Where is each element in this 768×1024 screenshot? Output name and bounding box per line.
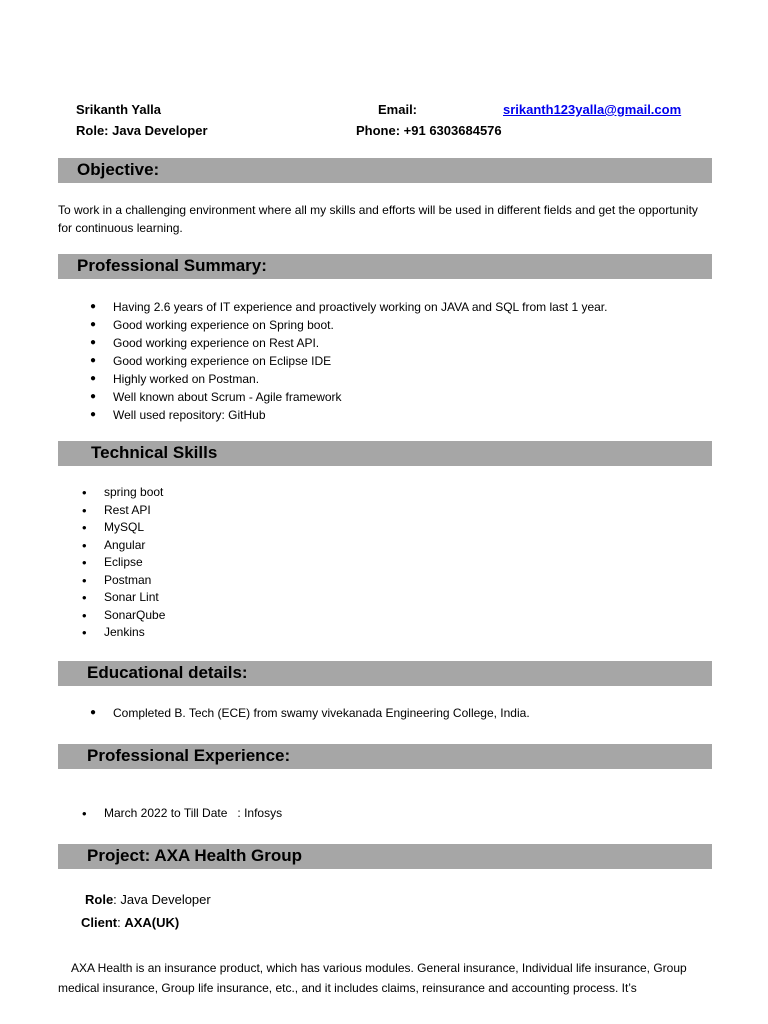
list-item: • Angular [82,537,165,555]
skills-list [82,484,165,642]
education-list [90,704,530,722]
list-item: ● Completed B. Tech (ECE) from swamy vivekanada Engineering College, India. [90,704,530,722]
summary-title: Professional Summary: [77,256,267,275]
list-item: • Eclipse [82,554,165,572]
list-item: ● Having 2.6 years of IT experience and proactively working on JAVA and SQL from last 1 year. [90,298,607,316]
project-title: Project: AXA Health Group [87,846,303,865]
education-header [58,661,712,686]
email-link[interactable]: srikanth123yalla@gmail.com [503,102,682,117]
list-item: • SonarQube [82,607,165,625]
skills-title: Technical Skills [91,443,218,462]
list-item: ● Good working experience on Spring boot. [90,316,607,334]
project-client-label: Client [81,915,118,930]
project-header [58,844,712,869]
list-item: ● Well known about Scrum - Agile framework [90,388,607,406]
skills-header [58,441,712,466]
list-item: • Rest API [82,502,165,520]
list-item: ● Good working experience on Eclipse IDE [90,352,607,370]
candidate-role: Role: Java Developer [76,123,208,138]
list-item: • MySQL [82,519,165,537]
list-item: • Postman [82,572,165,590]
project-client: Client: AXA(UK) [81,915,180,930]
list-item: ● Well used repository: GitHub [90,406,607,424]
experience-list [82,805,282,823]
candidate-name: Srikanth Yalla [76,102,162,117]
list-item: • Jenkins [82,624,165,642]
email-label: Email: [378,102,418,117]
summary-header [58,254,712,279]
project-role-value: : Java Developer [113,892,211,907]
list-item: • Sonar Lint [82,589,165,607]
phone-line: Phone: +91 6303684576 [356,123,502,138]
project-role [85,892,211,907]
list-item: ● Highly worked on Postman. [90,370,607,388]
experience-header [58,744,712,769]
list-item: • March 2022 to Till Date : Infosys [82,805,282,823]
project-client-value: AXA(UK) [124,915,180,930]
list-item: • spring boot [82,484,165,502]
objective-title: Objective: [77,160,160,179]
project-description: AXA Health is an insurance product, which has various modules. General insurance, Individual life insurance, Group medical insurance, Group life insurance, etc., and it includes claims, reinsurance and accounting process. It’s [58,961,687,995]
project-role-label: Role [85,892,114,907]
objective-header [58,158,712,183]
experience-title: Professional Experience: [87,746,291,765]
list-item: ● Good working experience on Rest API. [90,334,607,352]
objective-text: To work in a challenging environment where all my skills and efforts will be used in different fields and get the opportunity for continuous learning. [58,203,698,235]
summary-list [90,298,607,424]
education-title: Educational details: [87,663,248,682]
